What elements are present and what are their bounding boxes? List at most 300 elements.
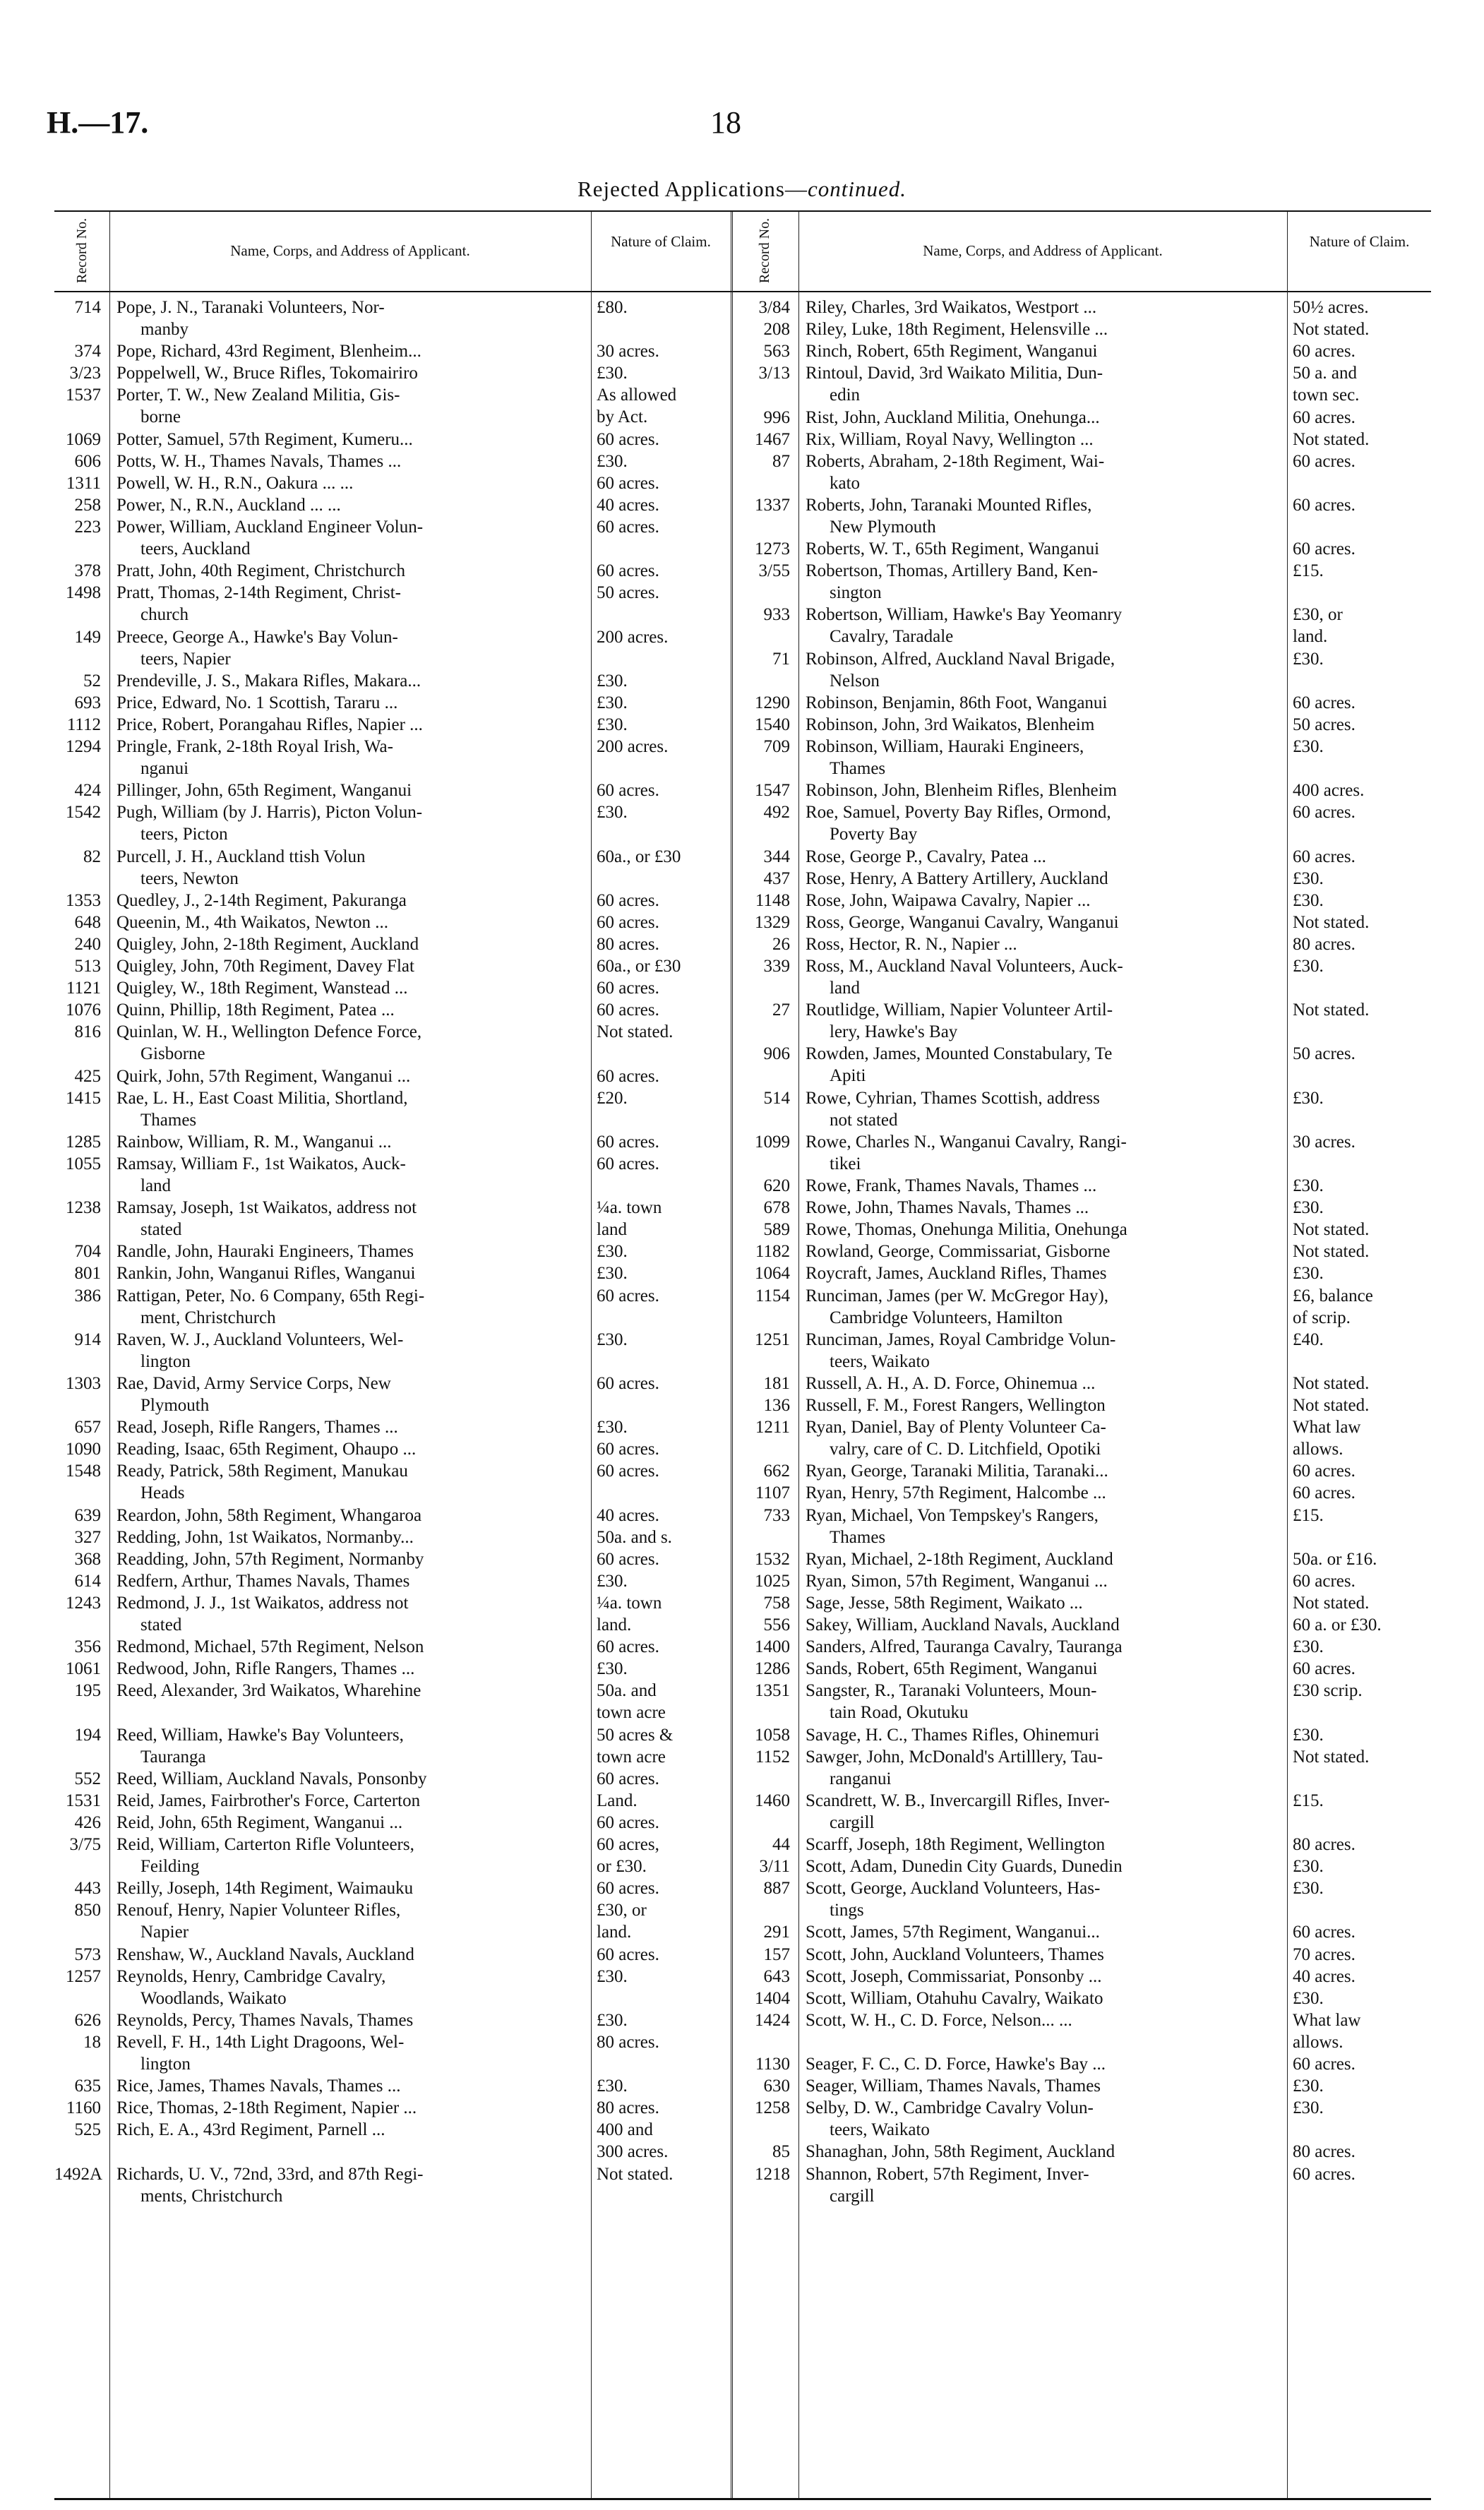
nature-of-claim — [1293, 1131, 1430, 1153]
nature-of-claim — [597, 1153, 729, 1175]
nature-of-claim-line: £15. — [1293, 561, 1324, 581]
nature-of-claim — [1293, 2141, 1430, 2163]
record-number: 327 — [74, 1527, 101, 1547]
nature-of-claim — [1293, 1636, 1430, 1658]
nature-of-claim — [1293, 933, 1430, 955]
record-number: 1121 — [66, 979, 101, 998]
record-number: 1130 — [755, 2055, 790, 2074]
record-number: 714 — [74, 298, 101, 317]
record-number: 3/11 — [759, 1857, 790, 1877]
nature-of-claim-line: £30. — [1293, 649, 1324, 669]
applicant-name-line: Rintoul, David, 3rd Waikato Militia, Dun- — [806, 364, 1103, 383]
applicant-name-line: Reynolds, Henry, Cambridge Cavalry, — [116, 1966, 386, 1986]
nature-of-claim-line: 60 a. or £30. — [1293, 1615, 1382, 1635]
nature-of-claim — [597, 1812, 729, 1834]
applicant-name-line: Rich, E. A., 43rd Regiment, Parnell ... — [116, 2120, 385, 2140]
applicant-name-line: Scott, Joseph, Commissariat, Ponsonby ... — [806, 1966, 1102, 1986]
nature-of-claim-line: £30. — [1293, 2098, 1324, 2118]
nature-of-claim-line: £30. — [1293, 737, 1324, 756]
table-row — [731, 1921, 1432, 1943]
applicant-name-line: Rice, James, Thames Navals, Thames ... — [116, 2076, 401, 2096]
applicant-name — [116, 1966, 588, 2009]
nature-of-claim — [597, 1768, 729, 1790]
record-number: 626 — [74, 2010, 101, 2030]
applicant-name-line: Sage, Jesse, 58th Regiment, Waikato ... — [806, 1593, 1083, 1613]
applicant-name-line: Ready, Patrick, 58th Regiment, Manukau — [116, 1462, 408, 1481]
table-row — [54, 2119, 731, 2163]
nature-of-claim — [597, 1329, 729, 1351]
nature-of-claim — [1293, 1043, 1430, 1065]
table-row — [54, 516, 731, 560]
applicant-name-line: Reed, William, Hawke's Bay Volunteers, — [116, 1725, 404, 1745]
applicant-name-line: Rae, L. H., East Coast Militia, Shortland, — [116, 1088, 408, 1108]
record-number: 194 — [74, 1725, 101, 1745]
table-row — [54, 692, 731, 714]
table-row — [54, 2097, 731, 2119]
applicant-name-line: Quinlan, W. H., Wellington Defence Force, — [116, 1022, 422, 1042]
applicant-name-line: tikei — [830, 1154, 861, 1173]
applicant-name-line: Potts, W. H., Thames Navals, Thames ... — [116, 451, 402, 471]
table-row — [731, 1855, 1432, 1877]
nature-of-claim-line: 30 acres. — [1293, 1132, 1356, 1152]
table-row — [731, 1394, 1432, 1416]
applicant-name-line: Tauranga — [140, 1747, 206, 1767]
nature-of-claim — [597, 1680, 729, 1723]
nature-of-claim — [1293, 560, 1430, 582]
record-number: 27 — [772, 1000, 790, 1020]
nature-of-claim-line: 60 acres. — [597, 1549, 659, 1569]
nature-of-claim — [1293, 1548, 1430, 1570]
nature-of-claim — [597, 846, 729, 868]
nature-of-claim-line: 60 acres. — [597, 1066, 659, 1086]
nature-of-claim-line: £15. — [1293, 1505, 1324, 1525]
nature-of-claim — [597, 1899, 729, 1943]
nature-of-claim-line: 60 acres. — [597, 1000, 659, 1020]
record-number: 514 — [763, 1088, 790, 1108]
applicant-name — [116, 2075, 588, 2097]
table-row — [731, 2163, 1432, 2207]
nature-of-claim-line: 60 acres. — [597, 1462, 659, 1481]
nature-of-claim-line: 60 acres. — [1293, 407, 1356, 427]
applicant-name-line: not stated — [830, 1110, 898, 1130]
nature-of-claim-line: Not stated. — [1293, 429, 1370, 449]
applicant-name-line: Ryan, Henry, 57th Regiment, Halcombe ... — [806, 1483, 1106, 1503]
applicant-name-line: Rankin, John, Wanganui Rifles, Wanganui — [116, 1264, 416, 1284]
record-number: 635 — [74, 2076, 101, 2096]
applicant-name-line: Rowe, Cyhrian, Thames Scottish, address — [806, 1088, 1100, 1108]
record-number: 26 — [772, 934, 790, 954]
record-number: 662 — [763, 1462, 790, 1481]
table-row — [54, 1899, 731, 1943]
left-header-nature: Nature of Claim. — [611, 233, 711, 250]
applicant-name — [116, 1899, 588, 1943]
applicant-name-line: lery, Hawke's Bay — [830, 1022, 958, 1042]
nature-of-claim-line: £40. — [1293, 1329, 1324, 1349]
nature-of-claim — [597, 560, 729, 582]
nature-of-claim — [597, 1065, 729, 1087]
nature-of-claim-line: 60 acres. — [597, 979, 659, 998]
record-number: 816 — [74, 1022, 101, 1042]
record-number: 356 — [74, 1637, 101, 1657]
nature-of-claim-line: 60 acres. — [1293, 1462, 1356, 1481]
nature-of-claim — [597, 1790, 729, 1812]
page-number: 18 — [710, 105, 741, 140]
table-row — [54, 1570, 731, 1592]
record-number: 1337 — [755, 495, 790, 515]
record-number: 933 — [763, 605, 790, 625]
table-row — [54, 933, 731, 955]
applicant-name — [806, 2009, 1284, 2031]
record-number: 1273 — [755, 539, 790, 559]
table-row — [54, 736, 731, 779]
record-number: 1311 — [66, 473, 101, 493]
applicant-name — [116, 1021, 588, 1065]
nature-of-claim-line: 80 acres. — [1293, 1835, 1356, 1854]
nature-of-claim — [597, 1570, 729, 1592]
applicant-name-line: Renshaw, W., Auckland Navals, Auckland — [116, 1944, 414, 1964]
applicant-name-line: cargill — [830, 1812, 875, 1832]
nature-of-claim-line: 60 acres. — [597, 781, 659, 801]
record-number: 1182 — [755, 1242, 790, 1262]
record-number: 443 — [74, 1879, 101, 1899]
applicant-name-line: Renouf, Henry, Napier Volunteer Rifles, — [116, 1901, 401, 1920]
record-number: 620 — [763, 1176, 790, 1195]
table-row — [731, 714, 1432, 736]
record-number: 378 — [74, 561, 101, 581]
applicant-name — [116, 1877, 588, 1899]
applicant-name-line: Sands, Robert, 65th Regiment, Wanganui — [806, 1659, 1098, 1679]
nature-of-claim-line: 60 acres. — [597, 1154, 659, 1173]
applicant-name — [806, 1944, 1284, 1966]
nature-of-claim-line: land. — [1293, 627, 1328, 647]
applicant-name-line: Rinch, Robert, 65th Regiment, Wanganui — [806, 342, 1098, 361]
applicant-name — [806, 736, 1284, 779]
record-number: 1058 — [755, 1725, 790, 1745]
nature-of-claim-line: 50 acres. — [597, 583, 659, 603]
record-number: 525 — [74, 2120, 101, 2140]
record-number: 1353 — [66, 890, 101, 910]
nature-of-claim-line: £30. — [597, 1242, 628, 1262]
applicant-name-line: Quedley, J., 2-14th Regiment, Pakuranga — [116, 890, 407, 910]
record-number: 630 — [763, 2076, 790, 2096]
right-header-record: Record No. — [757, 217, 772, 284]
nature-of-claim — [1293, 1614, 1430, 1636]
record-number: 1061 — [66, 1659, 101, 1679]
nature-of-claim — [1293, 407, 1430, 429]
applicant-name-line: Ross, Hector, R. N., Napier ... — [806, 934, 1017, 954]
applicant-name — [116, 1944, 588, 1966]
applicant-name-line: Roberts, Abraham, 2-18th Regiment, Wai- — [806, 451, 1105, 471]
applicant-name — [116, 1285, 588, 1329]
applicant-name-line: Redding, John, 1st Waikatos, Normanby... — [116, 1527, 414, 1547]
applicant-name — [806, 538, 1284, 560]
applicant-name-line: Revell, F. H., 14th Light Dragoons, Wel- — [116, 2032, 405, 2052]
applicant-name-line: Savage, H. C., Thames Rifles, Ohinemuri — [806, 1725, 1100, 1745]
applicant-name — [806, 2097, 1284, 2141]
table-row — [731, 779, 1432, 801]
right-header-nature: Nature of Claim. — [1309, 233, 1410, 250]
nature-of-claim-line: Not stated. — [597, 2164, 674, 2184]
table-row — [54, 450, 731, 472]
table-row — [54, 626, 731, 670]
applicant-name — [806, 714, 1284, 736]
applicant-name-line: Randle, John, Hauraki Engineers, Thames — [116, 1242, 414, 1262]
applicant-name-line: Heads — [140, 1483, 185, 1503]
nature-of-claim — [1293, 297, 1430, 318]
nature-of-claim — [1293, 1219, 1430, 1241]
applicant-name-line: Robinson, John, Blenheim Rifles, Blenheim — [806, 781, 1117, 801]
nature-of-claim-line: 80 acres. — [597, 934, 659, 954]
applicant-name — [116, 1636, 588, 1658]
nature-of-claim — [597, 1966, 729, 1988]
applicant-name — [116, 933, 588, 955]
table-row — [731, 1658, 1432, 1680]
nature-of-claim-line: 40 acres. — [1293, 1966, 1356, 1986]
applicant-name-line: Riley, Charles, 3rd Waikatos, Westport ... — [806, 298, 1097, 317]
nature-of-claim-line: 50 acres. — [1293, 715, 1356, 734]
applicant-name — [806, 1329, 1284, 1373]
applicant-name-line: Raven, W. J., Auckland Volunteers, Wel- — [116, 1329, 404, 1349]
applicant-name-line: Poppelwell, W., Bruce Rifles, Tokomairiro — [116, 364, 418, 383]
applicant-name-line: Rowden, James, Mounted Constabulary, Te — [806, 1044, 1113, 1064]
record-number: 1055 — [66, 1154, 101, 1173]
record-number: 850 — [74, 1901, 101, 1920]
applicant-name-line: Rose, Henry, A Battery Artillery, Auckland — [806, 868, 1108, 888]
nature-of-claim — [1293, 1746, 1430, 1768]
applicant-name-line: manby — [140, 320, 189, 339]
table-row — [731, 2053, 1432, 2075]
nature-of-claim — [1293, 801, 1430, 823]
applicant-name — [806, 1855, 1284, 1877]
nature-of-claim-line: 80 acres. — [597, 2098, 659, 2118]
nature-of-claim — [597, 494, 729, 516]
applicant-name — [116, 977, 588, 999]
record-number: 386 — [74, 1286, 101, 1305]
applicant-name-line: Pillinger, John, 65th Regiment, Wanganui — [116, 781, 412, 801]
applicant-name — [116, 890, 588, 912]
table-row — [54, 1373, 731, 1416]
record-number: 18 — [83, 2032, 101, 2052]
nature-of-claim-line: 60 acres. — [1293, 342, 1356, 361]
table-row — [54, 340, 731, 362]
nature-of-claim — [1293, 714, 1430, 736]
applicant-name-line: Reid, William, Carterton Rifle Volunteers, — [116, 1835, 414, 1854]
table-row — [731, 933, 1432, 955]
table-row — [731, 736, 1432, 779]
table-row — [731, 999, 1432, 1043]
nature-of-claim — [1293, 2097, 1430, 2119]
applicant-name-line: Robertson, William, Hawke's Bay Yeomanry — [806, 605, 1123, 625]
nature-of-claim-line: £30. — [1293, 957, 1324, 976]
nature-of-claim-line: Not stated. — [1293, 912, 1370, 932]
table-row — [54, 1438, 731, 1460]
applicant-name — [116, 362, 588, 384]
nature-of-claim-line: 60 acres. — [597, 1440, 659, 1459]
nature-of-claim — [1293, 736, 1430, 758]
record-number: 1460 — [755, 1791, 790, 1810]
applicant-name-line: Gisborne — [140, 1044, 205, 1064]
nature-of-claim — [1293, 1658, 1430, 1680]
nature-of-claim-line: 60 acres. — [597, 1769, 659, 1788]
nature-of-claim — [597, 2031, 729, 2053]
applicant-name-line: Pratt, John, 40th Regiment, Christchurch — [116, 561, 405, 581]
applicant-name-line: Rowe, Thomas, Onehunga Militia, Onehunga — [806, 1220, 1127, 1240]
nature-of-claim — [1293, 1592, 1430, 1614]
applicant-name — [116, 1197, 588, 1241]
record-number: 149 — [74, 627, 101, 647]
nature-of-claim-line: allows. — [1293, 1440, 1344, 1459]
applicant-name-line: Rowland, George, Commissariat, Gisborne — [806, 1242, 1111, 1262]
applicant-name-line: Reed, Alexander, 3rd Waikatos, Wharehine — [116, 1681, 421, 1701]
record-number: 758 — [763, 1593, 790, 1613]
applicant-name — [806, 692, 1284, 714]
nature-of-claim-line: 60 acres. — [597, 1373, 659, 1393]
applicant-name — [116, 472, 588, 494]
table-row — [731, 297, 1432, 318]
record-number: 3/84 — [758, 298, 790, 317]
applicant-name — [806, 560, 1284, 604]
applicant-name — [806, 1262, 1284, 1284]
applicant-name-line: teers, Waikato — [830, 1351, 930, 1371]
applicant-name-line: Runciman, James, Royal Cambridge Volun- — [806, 1329, 1116, 1349]
applicant-name-line: kato — [830, 473, 861, 493]
nature-of-claim — [1293, 1570, 1430, 1592]
nature-of-claim — [597, 1087, 729, 1109]
nature-of-claim-line: 60a., or £30 — [597, 957, 681, 976]
nature-of-claim-line: What law — [1293, 1418, 1361, 1438]
table-row — [54, 2031, 731, 2075]
record-number: 678 — [763, 1198, 790, 1218]
applicant-name — [116, 1262, 588, 1284]
record-number: 643 — [763, 1966, 790, 1986]
record-number: 1090 — [66, 1440, 101, 1459]
nature-of-claim — [597, 582, 729, 604]
record-number: 492 — [763, 803, 790, 823]
nature-of-claim — [597, 384, 729, 428]
table-row — [731, 318, 1432, 340]
nature-of-claim — [597, 714, 729, 736]
applicant-name — [806, 450, 1284, 494]
applicant-name-line: Pratt, Thomas, 2-14th Regiment, Christ- — [116, 583, 401, 603]
table-row — [54, 1262, 731, 1284]
applicant-name-line: Roycraft, James, Auckland Rifles, Thames — [806, 1264, 1107, 1284]
table-row — [54, 297, 731, 340]
applicant-name-line: Pope, J. N., Taranaki Volunteers, Nor- — [116, 298, 385, 317]
applicant-name-line: cargill — [830, 2186, 875, 2206]
nature-of-claim-line: £30. — [597, 803, 628, 823]
applicant-name-line: Scott, George, Auckland Volunteers, Has- — [806, 1879, 1101, 1899]
record-number: 1154 — [755, 1286, 790, 1305]
table-row — [54, 1065, 731, 1087]
table-row — [731, 1043, 1432, 1087]
nature-of-claim-line: 60 acres. — [1293, 2164, 1356, 2184]
record-number: 563 — [763, 342, 790, 361]
applicant-name-line: Robinson, William, Hauraki Engineers, — [806, 737, 1084, 756]
nature-of-claim — [1293, 450, 1430, 472]
record-number: 614 — [74, 1571, 101, 1591]
table-row — [54, 1877, 731, 1899]
record-number: 195 — [74, 1681, 101, 1701]
nature-of-claim — [597, 472, 729, 494]
applicant-name — [806, 1877, 1284, 1921]
applicant-name-line: Rix, William, Royal Navy, Wellington ... — [806, 429, 1094, 449]
table-row — [54, 1944, 731, 1966]
record-number: 71 — [772, 649, 790, 669]
nature-of-claim — [597, 2119, 729, 2163]
right-header-name: Name, Corps, and Address of Applicant. — [923, 242, 1163, 259]
record-number: 589 — [763, 1220, 790, 1240]
record-number: 1537 — [66, 386, 101, 405]
nature-of-claim-line: 50 acres & — [597, 1725, 674, 1745]
nature-of-claim-line: 30 acres. — [597, 342, 659, 361]
nature-of-claim-line: £30. — [1293, 1637, 1324, 1657]
record-number: 368 — [74, 1549, 101, 1569]
nature-of-claim-line: allows. — [1293, 2032, 1344, 2052]
nature-of-claim — [1293, 1175, 1430, 1197]
applicant-name-line: Porter, T. W., New Zealand Militia, Gis- — [116, 386, 400, 405]
nature-of-claim — [1293, 1416, 1430, 1460]
table-row — [731, 1416, 1432, 1460]
table-row — [731, 538, 1432, 560]
nature-of-claim-line: £30. — [1293, 868, 1324, 888]
record-number: 258 — [74, 495, 101, 515]
nature-of-claim-line: land. — [597, 1923, 632, 1942]
table-row — [54, 1241, 731, 1262]
nature-of-claim-line: £30. — [597, 1264, 628, 1284]
applicant-name — [116, 1658, 588, 1680]
table-row — [54, 429, 731, 450]
record-number: 1424 — [755, 2010, 790, 2030]
nature-of-claim — [597, 1373, 729, 1394]
nature-of-claim — [1293, 1855, 1430, 1877]
table-row — [54, 1592, 731, 1636]
applicant-name — [116, 1416, 588, 1438]
table-row — [54, 1021, 731, 1065]
table-row — [54, 384, 731, 428]
record-number: 344 — [763, 847, 790, 866]
nature-of-claim-line: 60 acres. — [597, 890, 659, 910]
table-row — [731, 1877, 1432, 1921]
applicant-name-line: Ryan, Michael, 2-18th Regiment, Auckland — [806, 1549, 1113, 1569]
applicant-name — [806, 1746, 1284, 1790]
applicant-name — [116, 1065, 588, 1087]
nature-of-claim-line: by Act. — [597, 407, 648, 427]
nature-of-claim-line: £30. — [1293, 1988, 1324, 2008]
table-row — [54, 560, 731, 582]
applicant-name — [806, 1505, 1284, 1548]
applicant-name-line: Reid, James, Fairbrother's Force, Carterton — [116, 1791, 421, 1810]
applicant-name-line: Roberts, W. T., 65th Regiment, Wanganui — [806, 539, 1100, 559]
applicant-name-line: sington — [830, 583, 882, 603]
nature-of-claim-line: Not stated. — [1293, 1396, 1370, 1415]
applicant-name — [806, 2163, 1284, 2207]
applicant-name-line: Rice, Thomas, 2-18th Regiment, Napier ... — [116, 2098, 417, 2118]
applicant-name — [116, 2031, 588, 2075]
nature-of-claim-line: 80 acres. — [1293, 934, 1356, 954]
table-row — [731, 1988, 1432, 2009]
table-row — [54, 1834, 731, 1877]
nature-of-claim — [1293, 890, 1430, 912]
nature-of-claim-line: 50 acres. — [1293, 1044, 1356, 1064]
applicant-name-line: Reilly, Joseph, 14th Regiment, Waimauku — [116, 1879, 414, 1899]
nature-of-claim — [1293, 1966, 1430, 1988]
nature-of-claim — [1293, 1460, 1430, 1482]
nature-of-claim-line: £30, or — [1293, 605, 1343, 625]
record-number: 1069 — [66, 429, 101, 449]
nature-of-claim-line: Not stated. — [1293, 1242, 1370, 1262]
nature-of-claim — [597, 297, 729, 318]
table-row — [731, 1724, 1432, 1746]
